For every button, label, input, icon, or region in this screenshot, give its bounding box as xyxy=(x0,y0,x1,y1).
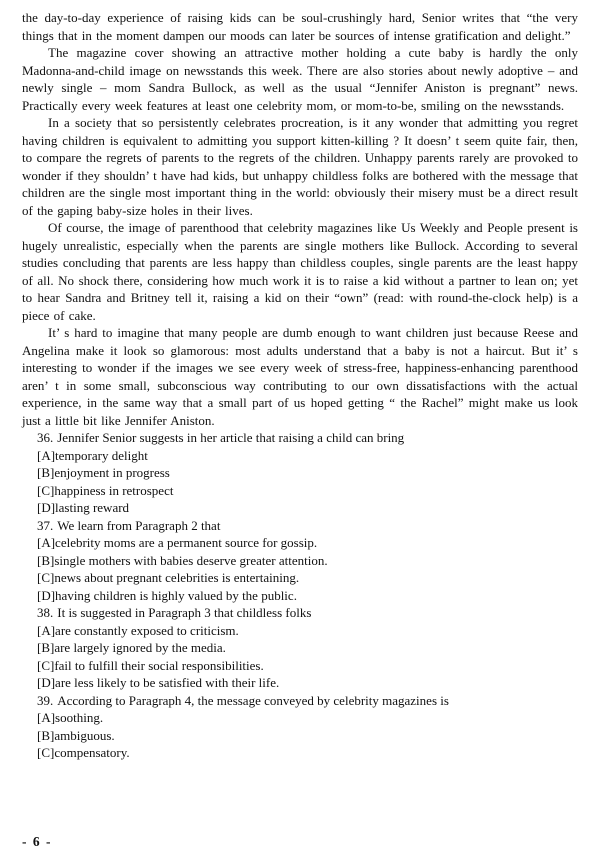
question-text: We learn from Paragraph 2 that xyxy=(57,517,221,533)
question-38 xyxy=(37,604,578,692)
question-37-option-b: [B]single mothers with babies deserve greater attention. xyxy=(37,552,328,568)
question-38-stem xyxy=(37,604,578,622)
question-number: 36. xyxy=(37,430,54,445)
reading-passage xyxy=(22,9,578,429)
question-39-option-a: [A]soothing. xyxy=(37,710,104,725)
question-text: It is suggested in Paragraph 3 that childless folks xyxy=(57,605,312,620)
question-36-option-c: [C]happiness in retrospect xyxy=(37,482,174,498)
question-39-option-b: [B]ambiguous. xyxy=(37,727,115,743)
question-37-stem xyxy=(37,517,578,535)
passage-paragraph-1: the day-to-day experience of raising kids can be soul-crushingly hard, Senior writes that “the very things that in the moment dampen our moods can later be sources of intense gratification and delight.” xyxy=(22,10,578,43)
question-number: 37. xyxy=(37,517,54,533)
question-36-stem xyxy=(37,429,578,447)
question-number: 38. xyxy=(37,605,54,620)
passage-paragraph-2: The magazine cover showing an attractive mother holding a cute baby is hardly the only Madonna-and-child image on newsstands this week. There are also stories about newly adoptive – and newly single – mom Sandra Bullock, as well as the usual “Jennifer Aniston is pregnant” news. Practically every week features at least one celebrity mom, or mom-to-be, smiling on the newsstands. xyxy=(22,45,578,113)
page-number: - 6 - xyxy=(22,833,52,849)
question-text: According to Paragraph 4, the message conveyed by celebrity magazines is xyxy=(57,692,449,708)
question-37 xyxy=(37,517,578,605)
question-39-stem xyxy=(37,692,578,710)
question-36-option-a: [A]temporary delight xyxy=(37,447,148,463)
question-38-option-c: [C]fail to fulfill their social responsibilities. xyxy=(37,657,264,673)
question-38-option-d: [D]are less likely to be satisfied with their life. xyxy=(37,675,280,690)
question-text: Jennifer Senior suggests in her article that raising a child can bring xyxy=(57,430,405,445)
question-38-option-b: [B]are largely ignored by the media. xyxy=(37,640,226,655)
passage-paragraph-5: It’ s hard to imagine that many people are dumb enough to want children just because Reese and Angelina make it look so glamorous: most adults understand that a baby is not a haircut. But it’ s interesting to wonder if the images we see every week of stress-free, happiness-enhancing parenthood aren’ t in some small, subconscious way contributing to our own dissatisfactions with the actual experience, in the same way that a small part of us hoped getting “ the Rachel” might make us look just a little bit like Jennifer Aniston. xyxy=(22,325,578,428)
passage-paragraph-4: Of course, the image of parenthood that celebrity magazines like Us Weekly and People present is hugely unrealistic, especially when the parents are single mothers like Bullock. According to several studies concluding that parents are less happy than childless couples, single parents are the least happy of all. No shock there, considering how much work it is to raise a kid without a partner to lean on; yet to hear Sandra and Britney tell it, raising a kid on their “own” (read: with round-the-clock help) is a piece of cake. xyxy=(22,220,578,323)
question-38-option-a: [A]are constantly exposed to criticism. xyxy=(37,622,239,638)
question-37-option-c: [C]news about pregnant celebrities is entertaining. xyxy=(37,570,300,585)
question-37-option-a: [A]celebrity moms are a permanent source for gossip. xyxy=(37,535,318,550)
passage-paragraph-3: In a society that so persistently celebrates procreation, is it any wonder that admitting you regret having children is equivalent to admitting you support kitten-killing ? It doesn’ t seem quite fair, then, to compare the regrets of parents to the regrets of the children. Unhappy parents rarely are provoked to wonder if they shouldn’ t have had kids, but unhappy childless folks are bothered with the message that children are the single most important thing in the world: obviously their misery must be a direct result of the gaping baby-size holes in their lives. xyxy=(22,115,578,218)
question-39-option-c: [C]compensatory. xyxy=(37,745,130,760)
question-37-option-d: [D]having children is highly valued by the public. xyxy=(37,587,297,603)
questions-section xyxy=(22,429,578,762)
question-36-option-d: [D]lasting reward xyxy=(37,500,130,515)
question-36 xyxy=(37,429,578,517)
question-39 xyxy=(37,692,578,762)
question-36-option-b: [B]enjoyment in progress xyxy=(37,465,170,480)
question-number: 39. xyxy=(37,692,54,708)
